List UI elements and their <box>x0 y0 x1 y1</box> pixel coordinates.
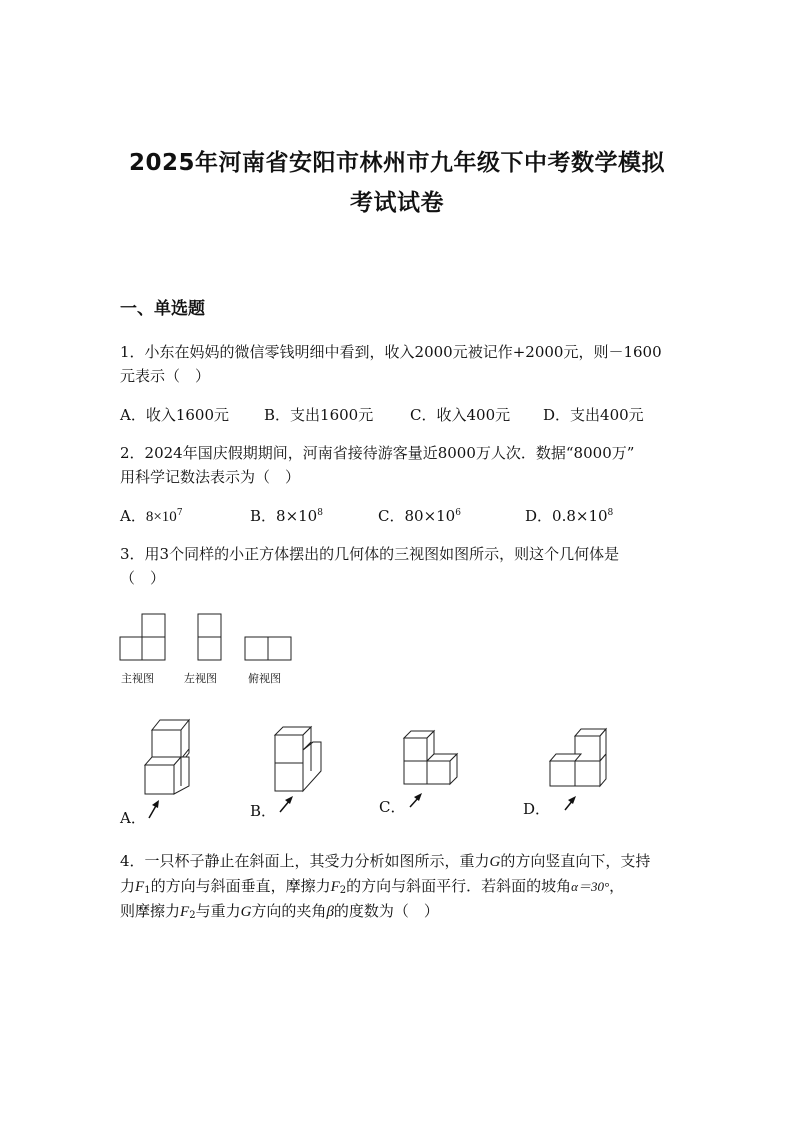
q4-f1-symbol: F <box>135 879 145 895</box>
q4-f2-subscript-2: 2 <box>189 910 196 921</box>
q1-stem-line2: 元表示（ ） <box>120 367 211 385</box>
q1-option-b[interactable]: B．支出1600元 <box>264 406 374 424</box>
q3-front-view-label: 主视图 <box>121 672 154 685</box>
q4-line2-text-a: 力 <box>120 877 136 895</box>
q2-option-a-letter: A． <box>120 507 146 525</box>
q4-line2-end: ， <box>609 877 625 895</box>
q4-line2-text-c: 的方向与斜面平行．若斜面的坡角 <box>346 877 572 895</box>
q4-line1-text-b: 的方向竖直向下，支持 <box>500 852 651 870</box>
q3-left-view-label: 左视图 <box>184 672 217 685</box>
q4-beta-symbol: β <box>326 904 334 920</box>
q2-stem-line2: 用科学记数法表示为（ ） <box>120 468 301 486</box>
q2-stem-line1: 2．2024年国庆假期期间，河南省接待游客量近8000万人次．数据“8000万” <box>120 444 635 462</box>
q3-stem-line2: （ ） <box>120 569 166 587</box>
q2-option-b-base: 8×10 <box>276 507 318 525</box>
q4-f2-symbol: F <box>330 879 340 895</box>
q4-stem-line3 <box>120 899 439 928</box>
q2-option-b-letter: B． <box>250 507 277 525</box>
q4-f1-subscript: 1 <box>144 885 151 896</box>
q3-option-b-label[interactable]: B． <box>250 802 277 820</box>
q2-option-a-base: 8×10 <box>145 509 177 525</box>
doc-title-line1: 2025年河南省安阳市林州市九年级下中考数学模拟 <box>128 150 665 176</box>
q1-option-c[interactable]: C．收入400元 <box>410 406 511 424</box>
q4-line3-text-b: 与重力 <box>195 902 241 920</box>
q2-option-d-base: 0.8×10 <box>552 507 608 525</box>
q2-option-d-exp: 8 <box>607 508 614 518</box>
q2-option-a-exp: 7 <box>176 508 183 518</box>
q2-option-b-exp: 8 <box>317 508 323 518</box>
q4-line1-text-a: 4．一只杯子静止在斜面上，其受力分析如图所示，重力 <box>120 852 490 870</box>
q3-option-c-label[interactable]: C． <box>379 798 406 816</box>
q1-option-a[interactable]: A．收入1600元 <box>120 406 230 424</box>
q2-option-d-letter: D． <box>525 507 553 525</box>
section-header-single-choice: 一、单选题 <box>120 299 205 319</box>
q3-top-view-label: 俯视图 <box>248 672 281 685</box>
q4-f2-subscript: 2 <box>339 885 347 896</box>
q4-line3-text-c: 方向的夹角 <box>251 902 327 920</box>
q3-option-d-label[interactable]: D． <box>523 800 551 818</box>
q1-stem-line1: 1．小东在妈妈的微信零钱明细中看到，收入2000元被记作+2000元，则－1600 <box>120 343 662 361</box>
q4-line1-g: G <box>489 854 501 870</box>
doc-title-line2: 考试试卷 <box>350 190 444 216</box>
q4-line3-text-a: 则摩擦力 <box>120 902 181 920</box>
q2-option-c-exp: 6 <box>455 508 461 518</box>
q4-line2-text-b: 的方向与斜面垂直，摩擦力 <box>150 877 331 895</box>
q1-option-d[interactable]: D．支出400元 <box>543 406 644 424</box>
q4-line3-g: G <box>240 904 252 920</box>
q4-alpha-value: α＝30° <box>571 879 610 894</box>
q4-stem-line1 <box>120 849 650 874</box>
q4-f2-symbol-2: F <box>180 904 190 920</box>
q2-option-c-base: 80×10 <box>404 507 456 525</box>
q3-option-a-label[interactable]: A． <box>120 809 146 827</box>
q3-stem-line1: 3．用3个同样的小正方体摆出的几何体的三视图如图所示，则这个几何体是 <box>120 545 620 563</box>
q2-option-c-letter: C． <box>378 507 405 525</box>
q4-line3-text-d: 的度数为（ ） <box>333 902 439 920</box>
